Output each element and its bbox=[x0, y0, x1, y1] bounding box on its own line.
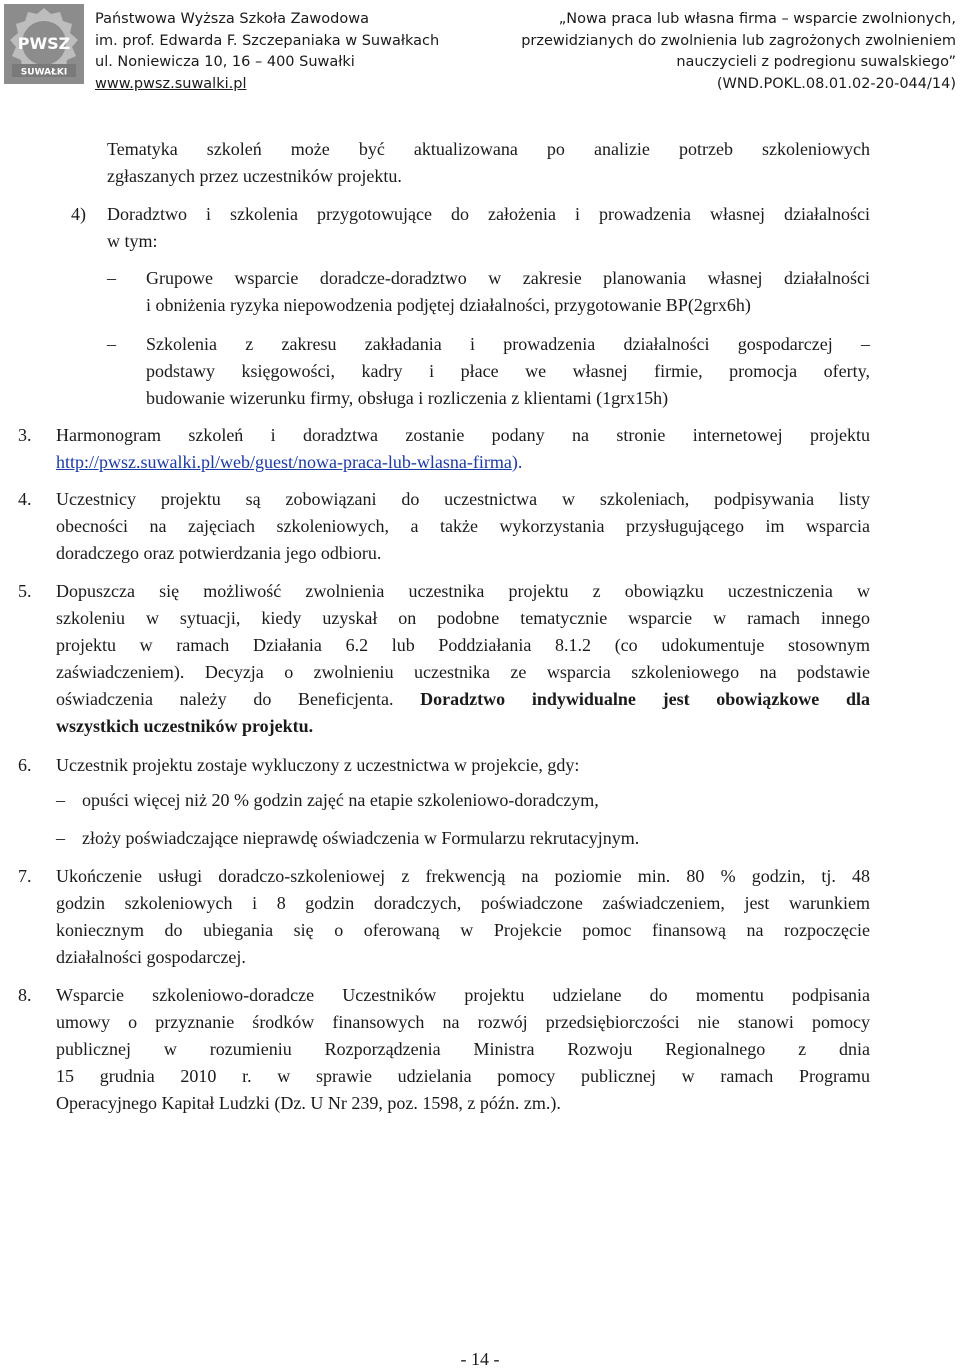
text-line bbox=[56, 452, 522, 472]
item-number: 4) bbox=[71, 204, 86, 224]
dash-bullet: – bbox=[56, 790, 65, 810]
bold-text: wszystkich uczestników projektu. bbox=[56, 716, 314, 736]
text-line: opuści więcej niż 20 % godzin zajęć na etapie szkoleniowo-doradczym, bbox=[82, 790, 599, 810]
text-line: Doradztwo i szkolenia przygotowujące do założenia i prowadzenia własnej działalności bbox=[107, 204, 870, 224]
logo-subtext: SUWAŁKI bbox=[20, 67, 68, 78]
list-item bbox=[107, 201, 870, 255]
text-line: budowanie wizerunku firmy, obsługa i rozliczenia z klientami (1grx15h) bbox=[146, 388, 669, 408]
intro-paragraph bbox=[107, 136, 870, 190]
link-punctuation: ). bbox=[511, 452, 523, 472]
project-title-line: „Nowa praca lub własna firma – wsparcie zwolnionych, bbox=[558, 11, 956, 27]
item-number: 6. bbox=[18, 755, 32, 775]
text-line: zaświadczeniem). Decyzja o zwolnieniu uczestnika ze wsparcia szkoleniowego na podstawie bbox=[56, 662, 870, 682]
text-line: projektu w ramach Działania 6.2 lub Poddziałania 8.1.2 (co udokumentuje stosownym bbox=[56, 635, 870, 655]
list-item bbox=[56, 752, 870, 779]
item-number: 7. bbox=[18, 866, 32, 886]
text-line: Uczestnik projektu zostaje wykluczony z uczestnictwa w projekcie, gdy: bbox=[56, 755, 580, 775]
pwsz-logo bbox=[4, 4, 84, 84]
text-line: Dopuszcza się możliwość zwolnienia uczestnika projektu z obowiązku uczestniczenia w bbox=[56, 581, 870, 601]
text-line: Grupowe wsparcie doradcze-doradztwo w zakresie planowania własnej działalności bbox=[146, 268, 870, 288]
institution-address: ul. Noniewicza 10, 16 – 400 Suwałki bbox=[95, 54, 355, 70]
text-line: umowy o przyznanie środków finansowych na rozwój przedsiębiorczości nie stanowi pomocy bbox=[56, 1012, 870, 1032]
sub-list-item bbox=[146, 265, 870, 319]
text-line: obecności na zajęciach szkoleniowych, a także wykorzystania przysługującego im wsparcia bbox=[56, 516, 870, 536]
project-code: (WND.POKL.08.01.02-20-044/14) bbox=[716, 75, 956, 92]
text-line: koniecznym do ubiegania się o oferowaną w Projekcie pomoc finansową na rozpoczęcie bbox=[56, 920, 870, 940]
text-line: Operacyjnego Kapitał Ludzki (Dz. U Nr 239, poz. 1598, z późn. zm.). bbox=[56, 1093, 561, 1113]
dash-bullet: – bbox=[107, 334, 116, 354]
dash-bullet: – bbox=[56, 828, 65, 848]
logo-text: PWSZ bbox=[17, 34, 71, 53]
page-header bbox=[0, 0, 960, 100]
institution-patron: im. prof. Edwarda F. Szczepaniaka w Suwałkach bbox=[95, 32, 440, 49]
text-line: w tym: bbox=[107, 231, 158, 251]
text-run: oświadczenia należy do Beneficjenta. bbox=[56, 689, 421, 709]
text-line: Wsparcie szkoleniowo-doradcze Uczestników projektu udzielane do momentu podpisania bbox=[56, 985, 870, 1005]
sub-list-item bbox=[146, 331, 870, 412]
text-line: Tematyka szkoleń może być aktualizowana po analizie potrzeb szkoleniowych bbox=[107, 139, 870, 159]
text-line: godzin szkoleniowych i 8 godzin doradczych, poświadczone zaświadczeniem, jest warunkiem bbox=[56, 893, 870, 913]
institution-name: Państwowa Wyższa Szkoła Zawodowa bbox=[95, 11, 369, 27]
text-line: Uczestnicy projektu są zobowiązani do uczestnictwa w szkoleniach, podpisywania listy bbox=[56, 489, 870, 509]
item-number: 5. bbox=[18, 581, 32, 601]
text-line bbox=[56, 686, 870, 713]
sub-list-item bbox=[82, 825, 870, 852]
text-line: szkoleniu w sytuacji, kiedy uzyskał on podobne tematycznie wsparcie w ramach innego bbox=[56, 608, 870, 628]
page-number: - 14 - bbox=[460, 1349, 500, 1369]
list-item bbox=[56, 578, 870, 740]
institution-info bbox=[95, 9, 439, 95]
schedule-link[interactable]: http://pwsz.suwalki.pl/web/guest/nowa-praca-lub-wlasna-firma bbox=[56, 452, 512, 472]
list-item bbox=[56, 486, 870, 567]
text-line: 15 grudnia 2010 r. w sprawie udzielania pomocy publicznej w ramach Programu bbox=[56, 1066, 870, 1086]
text-line: i obniżenia ryzyka niepowodzenia podjętej działalności, przygotowanie BP(2grx6h) bbox=[146, 295, 751, 315]
text-line: Harmonogram szkoleń i doradztwa zostanie podany na stronie internetowej projektu bbox=[56, 425, 870, 445]
item-number: 4. bbox=[18, 489, 32, 509]
project-title-line: przewidzianych do zwolnienia lub zagrożonych zwolnieniem bbox=[521, 32, 956, 49]
text-line: złoży poświadczające nieprawdę oświadczenia w Formularzu rekrutacyjnym. bbox=[82, 828, 640, 848]
project-title bbox=[521, 9, 956, 95]
item-number: 8. bbox=[18, 985, 32, 1005]
text-line: Szkolenia z zakresu zakładania i prowadzenia działalności gospodarczej – bbox=[146, 334, 870, 354]
text-line: podstawy księgowości, kadry i płace we własnej firmie, promocja oferty, bbox=[146, 361, 870, 381]
bold-text: Doradztwo indywidualne jest obowiązkowe dla bbox=[420, 689, 870, 709]
item-number: 3. bbox=[18, 425, 32, 445]
list-item bbox=[56, 863, 870, 971]
project-title-line: nauczycieli z podregionu suwalskiego” bbox=[676, 54, 956, 70]
text-line: publicznej w rozumieniu Rozporządzenia Ministra Rozwoju Regionalnego z dnia bbox=[56, 1039, 870, 1059]
dash-bullet: – bbox=[107, 268, 116, 288]
sub-list-item bbox=[82, 787, 870, 814]
list-item bbox=[56, 422, 870, 476]
text-line: działalności gospodarczej. bbox=[56, 947, 246, 967]
text-line: Ukończenie usługi doradczo-szkoleniowej z frekwencją na poziomie min. 80 % godzin, tj. 48 bbox=[56, 866, 870, 886]
list-item bbox=[56, 982, 870, 1117]
text-line: zgłaszanych przez uczestników projektu. bbox=[107, 166, 402, 186]
institution-website[interactable]: www.pwsz.suwalki.pl bbox=[95, 75, 247, 92]
text-line: doradczego oraz potwierdzania jego odbioru. bbox=[56, 543, 382, 563]
